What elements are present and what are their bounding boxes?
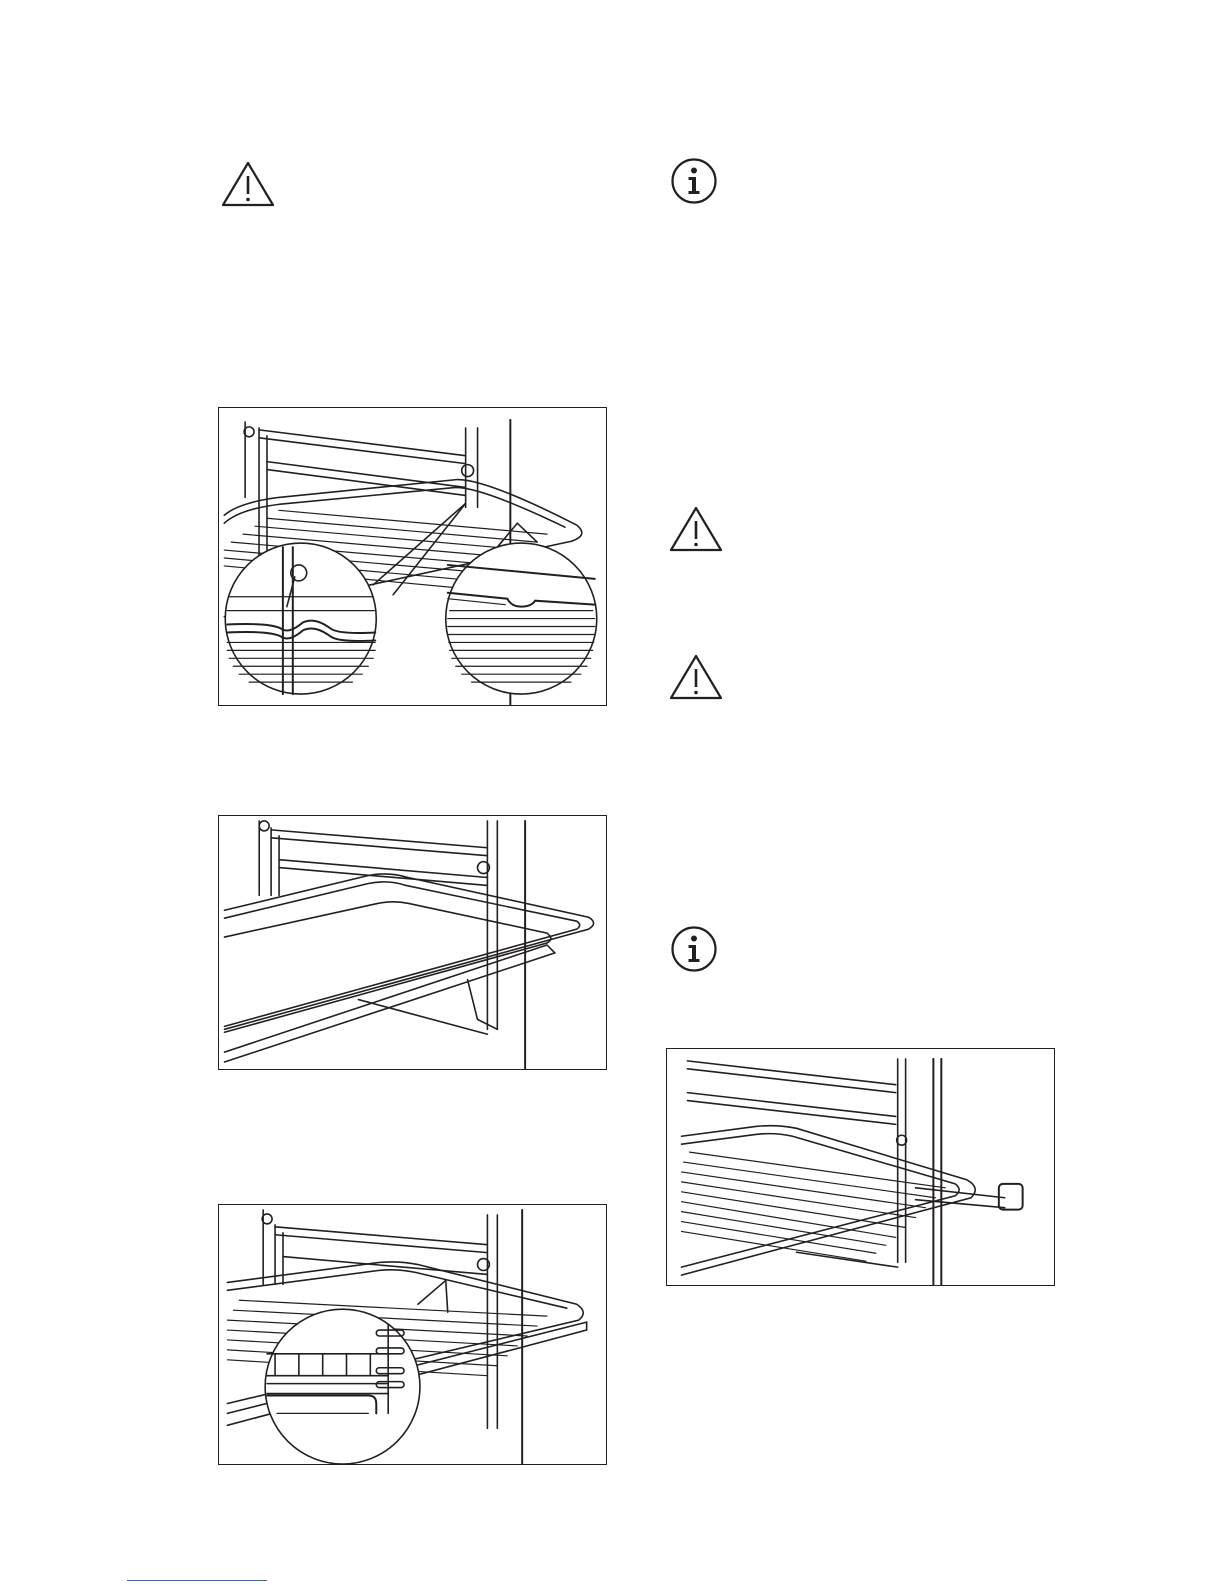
footer-link-underline[interactable] bbox=[127, 1580, 267, 1581]
warning-icon bbox=[668, 505, 724, 553]
figure-wire-shelf-insertion bbox=[218, 407, 607, 706]
figure-shelf-and-tray-together bbox=[218, 1204, 607, 1465]
info-icon bbox=[670, 925, 718, 973]
warning-icon bbox=[668, 653, 724, 701]
figure-tray-insertion bbox=[218, 815, 607, 1070]
figure-shelf-on-telescopic-runners bbox=[666, 1048, 1055, 1286]
info-icon bbox=[670, 157, 718, 205]
warning-icon bbox=[220, 160, 276, 208]
